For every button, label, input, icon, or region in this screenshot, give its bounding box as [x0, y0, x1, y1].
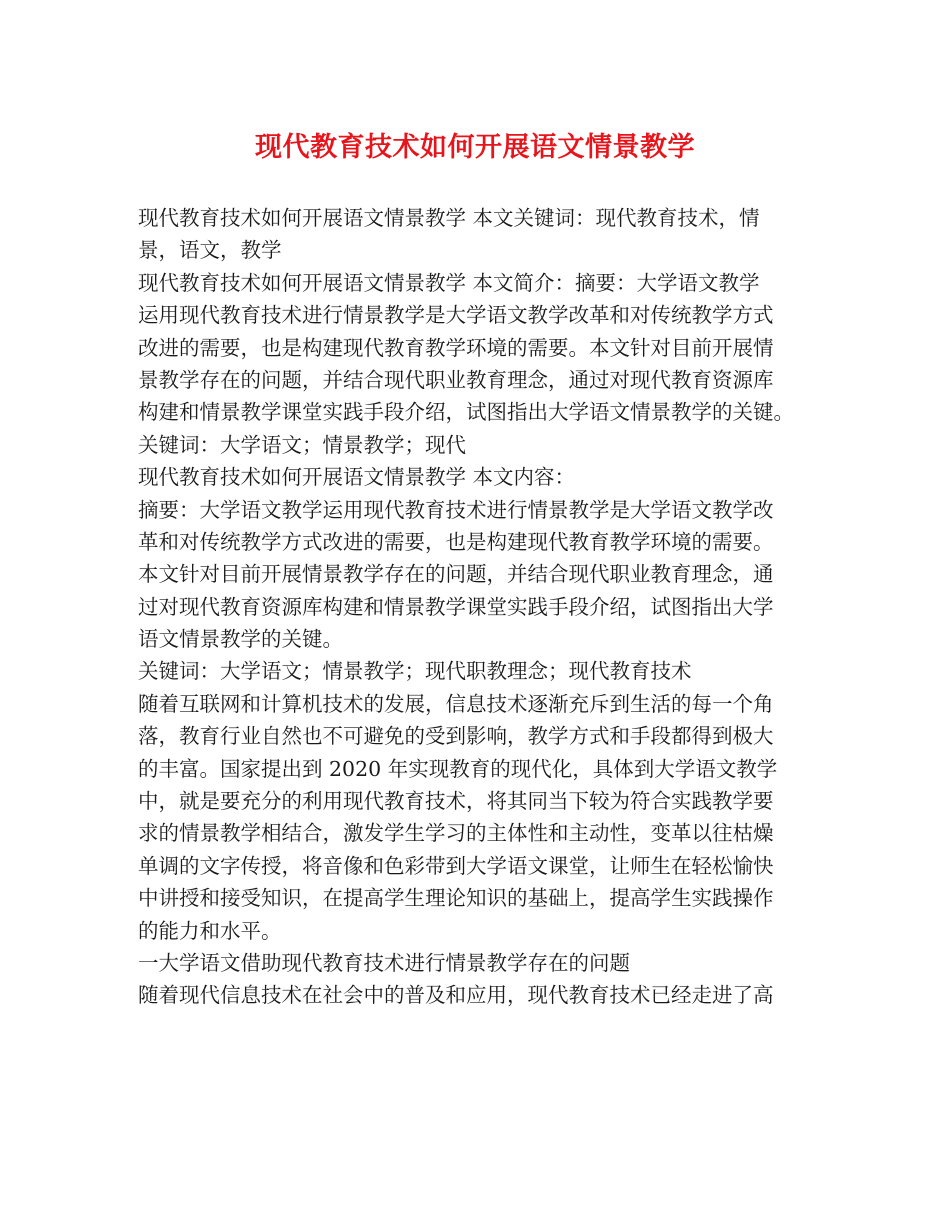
- text-line: 构建和情景教学课堂实践手段介绍，试图指出大学语文情景教学的关键。: [138, 400, 794, 425]
- text-line: 关键词：大学语文；情景教学；现代职教理念；现代教育技术: [138, 659, 692, 684]
- text-line: 景，语文，教学: [138, 238, 282, 263]
- section-heading: 一大学语文借助现代教育技术进行情景教学存在的问题: [138, 950, 630, 975]
- text-line: 革和对传统教学方式改进的需要，也是构建现代教育教学环境的需要。: [138, 529, 774, 554]
- text-line: 落，教育行业自然也不可避免的受到影响，教学方式和手段都得到极大: [138, 724, 774, 749]
- text-line: 关键词：大学语文；情景教学；现代: [138, 432, 466, 457]
- text-line: 运用现代教育技术进行情景教学是大学语文教学改革和对传统教学方式: [138, 303, 774, 328]
- text-line: 现代教育技术如何开展语文情景教学 本文内容：: [138, 465, 576, 490]
- text-line: 随着现代信息技术在社会中的普及和应用，现代教育技术已经走进了高: [138, 983, 774, 1008]
- text-line: 随着互联网和计算机技术的发展，信息技术逐渐充斥到生活的每一个角: [138, 691, 774, 716]
- text-line: 语文情景教学的关键。: [138, 627, 343, 652]
- text-line: 现代教育技术如何开展语文情景教学 本文关键词：现代教育技术，情: [138, 206, 760, 230]
- text-line: 本文针对目前开展情景教学存在的问题，并结合现代职业教育理念，通: [138, 562, 774, 587]
- text-line: 景教学存在的问题，并结合现代职业教育理念，通过对现代教育资源库: [138, 367, 774, 392]
- text-line: 过对现代教育资源库构建和情景教学课堂实践手段介绍，试图指出大学: [138, 594, 774, 619]
- document-title: 现代教育技术如何开展语文情景教学: [255, 132, 695, 163]
- text-line: 中，就是要充分的利用现代教育技术，将其同当下较为符合实践教学要: [138, 789, 774, 814]
- text-line: 求的情景教学相结合，激发学生学习的主体性和主动性，变革以往枯燥: [138, 821, 774, 846]
- text-line: 现代教育技术如何开展语文情景教学 本文简介：摘要：大学语文教学: [138, 270, 760, 295]
- text-line: 摘要：大学语文教学运用现代教育技术进行情景教学是大学语文教学改: [138, 497, 774, 522]
- text-line: 改进的需要，也是构建现代教育教学环境的需要。本文针对目前开展情: [138, 335, 774, 360]
- document-body: [138, 202, 814, 1012]
- text-line: 的能力和水平。: [138, 918, 282, 943]
- text-line: 单调的文字传授，将音像和色彩带到大学语文课堂，让师生在轻松愉快: [138, 853, 774, 878]
- text-line: 的丰富。国家提出到 2020 年实现教育的现代化，具体到大学语文教学: [138, 756, 778, 781]
- text-line: 中讲授和接受知识，在提高学生理论知识的基础上，提高学生实践操作: [138, 886, 774, 911]
